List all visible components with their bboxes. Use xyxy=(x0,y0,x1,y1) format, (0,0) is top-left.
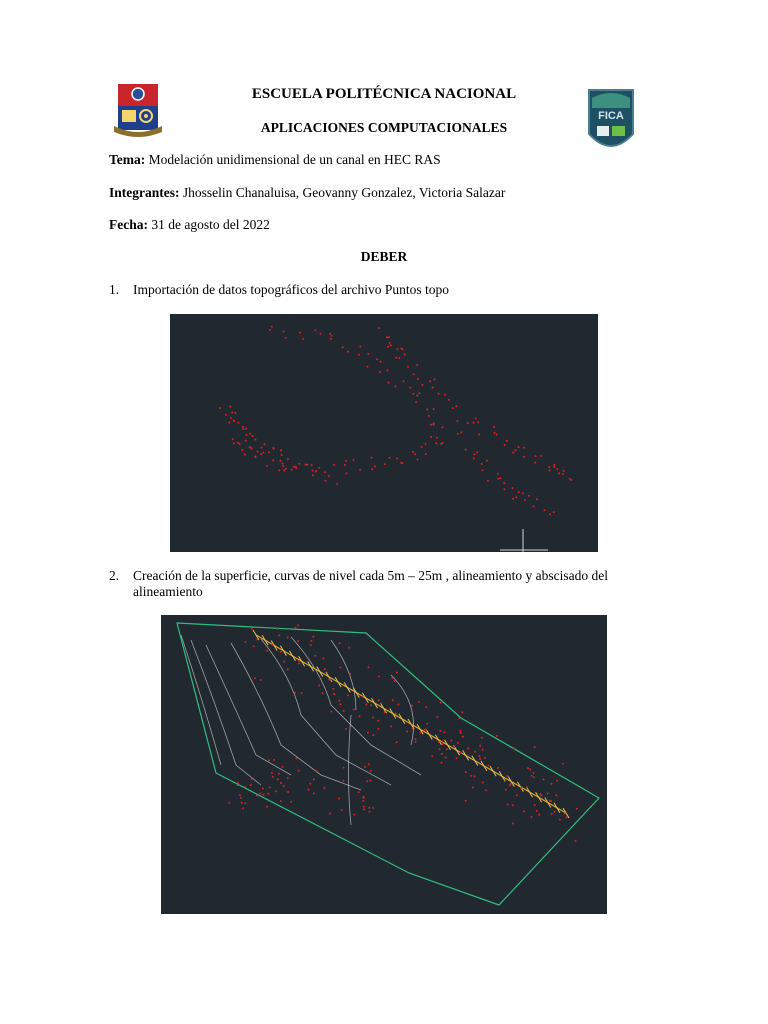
integrantes-line xyxy=(109,185,505,201)
tema-value: Modelación unidimensional de un canal en HEC RAS xyxy=(145,152,441,167)
list-item-text-line1: Creación de la superficie, curvas de nivel cada 5m – 25m , alineamiento y abscisado del xyxy=(133,568,608,583)
fecha-value: 31 de agosto del 2022 xyxy=(147,217,270,232)
fecha-label: Fecha: xyxy=(109,217,148,232)
list-item-number: 1. xyxy=(109,282,120,297)
course-name: APLICACIONES COMPUTACIONALES xyxy=(260,120,508,135)
integrantes-label: Integrantes: xyxy=(109,185,180,200)
school-name: ESCUELA POLITÉCNICA NACIONAL xyxy=(251,86,517,102)
list-item-2 xyxy=(109,568,669,604)
list-item-1 xyxy=(109,282,669,300)
list-item-text: Importación de datos topográficos del archivo Puntos topo xyxy=(133,282,450,297)
list-item-number: 2. xyxy=(109,568,120,583)
section-title: DEBER xyxy=(360,249,408,264)
surface-contours-image xyxy=(161,615,607,914)
integrantes-value: Jhosselin Chanaluisa, Geovanny Gonzalez, Victoria Salazar xyxy=(179,185,506,200)
tema-line xyxy=(109,152,441,168)
fecha-line xyxy=(109,217,270,233)
list-item-text-line2: alineamiento xyxy=(133,584,203,599)
tema-label: Tema: xyxy=(109,152,146,167)
fica-logo-text: FICA xyxy=(598,110,624,122)
topo-points-image xyxy=(170,314,598,552)
